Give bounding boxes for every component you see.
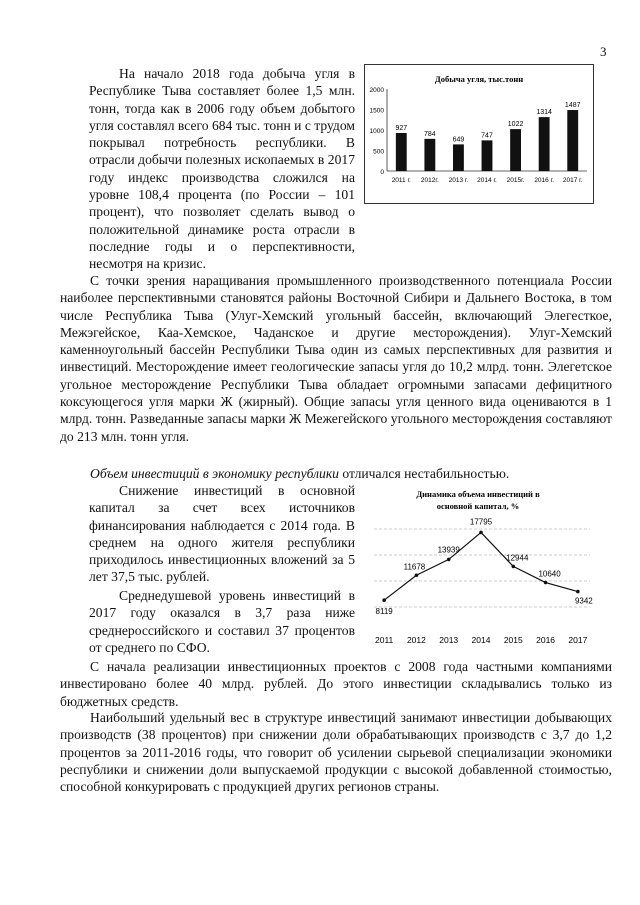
coal-chart-title: Добыча угля, тыс.тонн — [434, 74, 524, 84]
coal-chart-svg — [365, 65, 593, 203]
paragraph-per-capita: Среднедушевой уровень инвестиций в 2017 году оказался в 3,7 раза ниже среднероссийского и составил 37 процентов от среднего по СФО. — [89, 588, 355, 655]
investment-point — [511, 565, 515, 569]
investment-x-tick: 2017 — [568, 635, 588, 645]
coal-y-tick: 2000 — [369, 87, 384, 94]
coal-production-chart — [364, 64, 594, 204]
coal-x-tick: 2013 г. — [448, 177, 469, 184]
investment-point — [382, 598, 386, 602]
coal-y-tick: 1500 — [369, 107, 384, 115]
paragraph-investment-decline: Снижение инвестиций в основной капитал за счет всех источников финансирования наблюдается с 2014 года. В среднем на одного жителя республики приходилось инвестиционных вложений за 5 лет 37,5 тыс. рублей. — [89, 483, 355, 585]
investment-value-label: 10640 — [538, 569, 561, 579]
investment-heading-italic: Объем инвестиций в экономику республики — [90, 466, 339, 481]
investment-point — [479, 531, 483, 535]
investment-chart-title-line1: Динамика объема инвестиций в — [416, 489, 540, 499]
coal-x-tick: 2011 г. — [391, 177, 411, 184]
coal-bar — [539, 117, 550, 171]
investment-point — [576, 590, 580, 594]
coal-bar-value-label: 747 — [481, 132, 493, 140]
coal-bar — [453, 144, 464, 171]
coal-bar — [396, 133, 407, 171]
investment-x-tick: 2012 — [406, 635, 426, 645]
page-number: 3 — [600, 44, 607, 59]
paragraph-investment-structure: Наибольший удельный вес в структуре инвестиций занимают инвестиции добывающих производств (38 процентов) при снижении доли обрабатывающих производств с 3,7 до 1,2 процентов за 2011-2016 годы, что говорит об усилении сырьевой специализации экономики республики и снижении доли выпускаемой продукции с высокой добавленной стоимостью, способной конкурировать с продукцией других регионов страны. — [60, 710, 612, 795]
investment-value-label: 9342 — [574, 596, 593, 606]
coal-bar-value-label: 1487 — [564, 102, 581, 110]
investment-dynamics-chart — [360, 483, 598, 653]
coal-x-tick: 2015г. — [506, 177, 525, 184]
coal-x-tick: 2016 г. — [534, 177, 554, 184]
coal-x-tick: 2012г. — [420, 177, 439, 184]
coal-x-tick: 2017 г. — [562, 177, 583, 184]
investment-x-tick: 2013 — [439, 635, 459, 645]
investment-heading-rest: отличался нестабильностью. — [338, 466, 510, 481]
coal-y-tick: 0 — [380, 169, 384, 176]
coal-bar — [510, 129, 521, 171]
paragraph-potential: С точки зрения наращивания промышленного производственного потенциала России наиболее перспективными становятся районы Восточной Сибири и Дальнего Востока, в том числе Республика Тыва (Улуг-Хемский угольный бассейн, включающий Элегесткое, Межэгейское, Каа-Хемское, Чаданское и другие месторождения). Улуг-Хемский каменноугольный бассейн Республики Тыва один из самых перспективных для развития и инвестиций. Месторождение имеет геологические запасы угля до 10,2 млрд. тонн. Элегетское угольное месторождение Республики Тыва обладает огромными запасами дефицитного коксующегося угля марки Ж (жирный). Общие запасы угля ценного вида оцениваются в 1 млрд. тонн. Разведанные запасы марки Ж Межегейского угольного месторождения составляют до 213 млн. тонн угля. — [60, 273, 612, 444]
investment-point — [544, 581, 548, 585]
investment-chart-title-line2: основной капитал, % — [436, 501, 520, 511]
investment-value-label: 13939 — [437, 545, 460, 555]
investment-chart-svg — [360, 483, 598, 653]
investment-point — [415, 573, 419, 577]
coal-y-tick: 1000 — [369, 128, 384, 135]
paragraph-private-investment: С начала реализации инвестиционных проектов с 2008 года частными компаниями инвестировано более 40 млрд. рублей. До этого инвестиции складывались только из бюджетных средств. — [60, 659, 612, 709]
investment-x-tick: 2015 — [503, 635, 523, 645]
coal-y-tick: 500 — [373, 148, 384, 156]
paragraph-coal-production: На начало 2018 года добыча угля в Республике Тыва составляет более 1,5 млн. тонн, тогда как в 2006 году объем добытого угля составлял всего 684 тыс. тонн и с трудом покрывал потребность республики. В отрасли добычи полезных ископаемых в 2017 году индекс производства сложился на уровне 108,4 процента (по России – 101 процент), что позволяет сделать вывод о положительной динамике роста отрасли в последние годы и о перспективности, несмотря на кризис. — [89, 66, 355, 272]
coal-bar — [567, 110, 578, 171]
investment-x-tick: 2011 — [375, 635, 394, 645]
coal-bar-value-label: 1022 — [507, 121, 524, 129]
coal-bar-value-label: 1314 — [536, 109, 552, 117]
coal-bar — [482, 140, 493, 171]
coal-bar-value-label: 927 — [395, 124, 408, 132]
investment-value-label: 12944 — [506, 553, 529, 563]
coal-bar-value-label: 649 — [452, 136, 465, 144]
paragraph-investment-heading — [60, 465, 612, 482]
investment-value-label: 17795 — [469, 517, 493, 527]
investment-value-label: 11678 — [403, 562, 426, 572]
investment-value-label: 8119 — [375, 607, 393, 617]
coal-bar-value-label: 784 — [424, 130, 436, 138]
coal-x-tick: 2014 г. — [477, 177, 497, 184]
investment-x-tick: 2014 — [471, 635, 491, 645]
coal-bar — [424, 139, 435, 171]
investment-point — [447, 558, 451, 562]
investment-x-tick: 2016 — [536, 635, 556, 645]
